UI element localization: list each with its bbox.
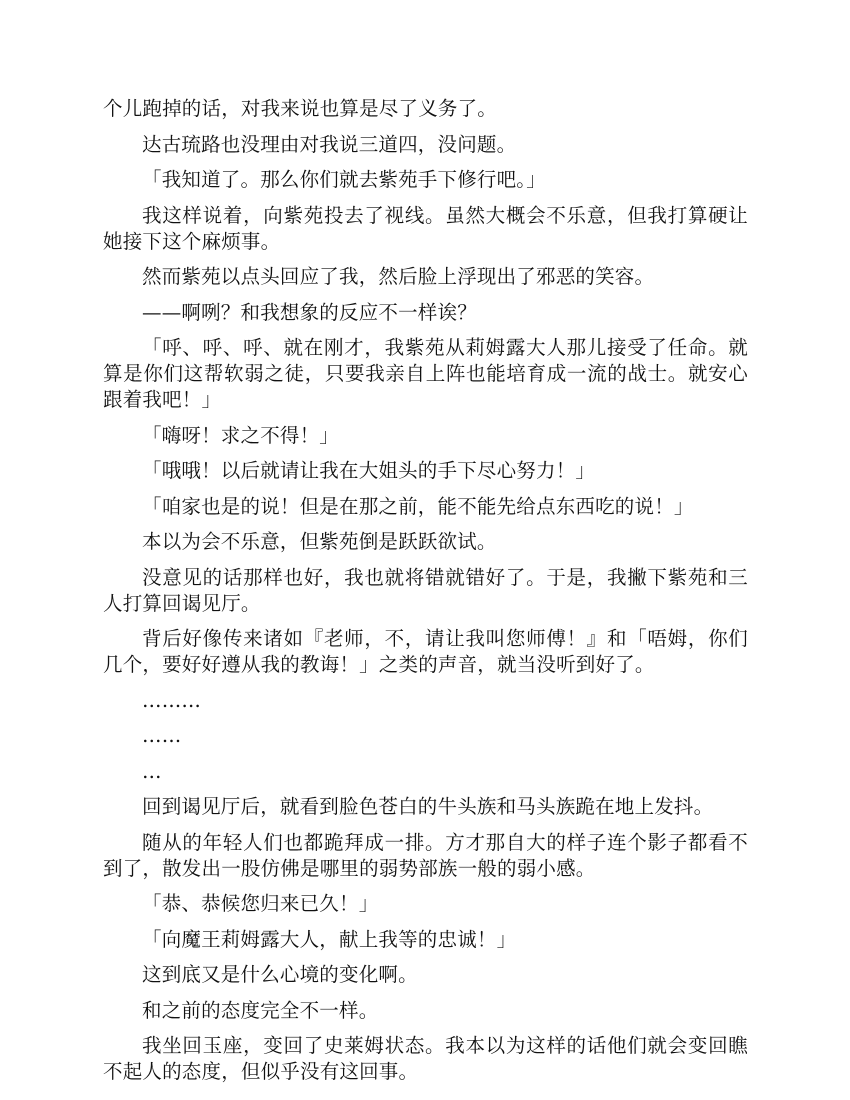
paragraph: ……… [142,688,202,712]
paragraph: 本以为会不乐意，但紫苑倒是跃跃欲试。 [142,530,497,553]
paragraph: … [142,759,162,783]
paragraph: 和之前的态度完全不一样。 [142,998,379,1022]
paragraph: 「哦哦！以后就请让我在大姐头的手下尽心努力！」 [142,459,596,482]
paragraph: 「嗨呀！求之不得！」 [142,423,340,447]
paragraph: 背后好像传来诸如『老师，不，请让我叫您师傅！』和「唔姆，你们几个，要好好遵从我的教诲！」之类的声音，就当没听到好了。 [103,627,748,676]
paragraph: 达古琉路也没理由对我说三道四，没问题。 [142,132,517,156]
paragraph: 我这样说着，向紫苑投去了视线。虽然大概会不乐意，但我打算硬让她接下这个麻烦事。 [103,203,748,253]
paragraph: 「恭、恭候您归来已久！」 [142,892,379,915]
paragraph: 「向魔王莉姆露大人，献上我等的忠诚！」 [142,927,517,951]
paragraph: 「咱家也是的说！但是在那之前，能不能先给点东西吃的说！」 [142,494,694,518]
paragraph: 「呼、呼、呼、就在刚才，我紫苑从莉姆露大人那儿接受了任命。就算是你们这帮软弱之徒，只要我亲自上阵也能培育成一流的战士。就安心跟着我吧！」 [103,336,748,411]
paragraph: 个儿跑掉的话，对我来说也算是尽了义务了。 [103,97,498,120]
paragraph: …… [142,724,182,747]
paragraph: 我坐回玉座，变回了史莱姆状态。我本以为这样的话他们就会变回瞧不起人的态度，但似乎没有这回事。 [103,1034,748,1083]
paragraph: 没意见的话那样也好，我也就将错就错好了。于是，我撇下紫苑和三人打算回谒见厅。 [103,565,748,615]
paragraph: 这到底又是什么心境的变化啊。 [142,963,418,986]
body-text [103,96,748,1095]
paragraph: ——啊咧？和我想象的反应不一样诶？ [142,300,477,324]
paragraph: 然而紫苑以点头回应了我，然后脸上浮现出了邪恶的笑容。 [142,265,655,288]
paragraph: 随从的年轻人们也都跪拜成一排。方才那自大的样子连个影子都看不到了，散发出一股仿佛是哪里的弱势部族一般的弱小感。 [103,830,748,880]
paragraph: 「我知道了。那么你们就去紫苑手下修行吧。」 [142,168,546,191]
paragraph: 回到谒见厅后，就看到脸色苍白的牛头族和马头族跪在地上发抖。 [142,795,714,818]
